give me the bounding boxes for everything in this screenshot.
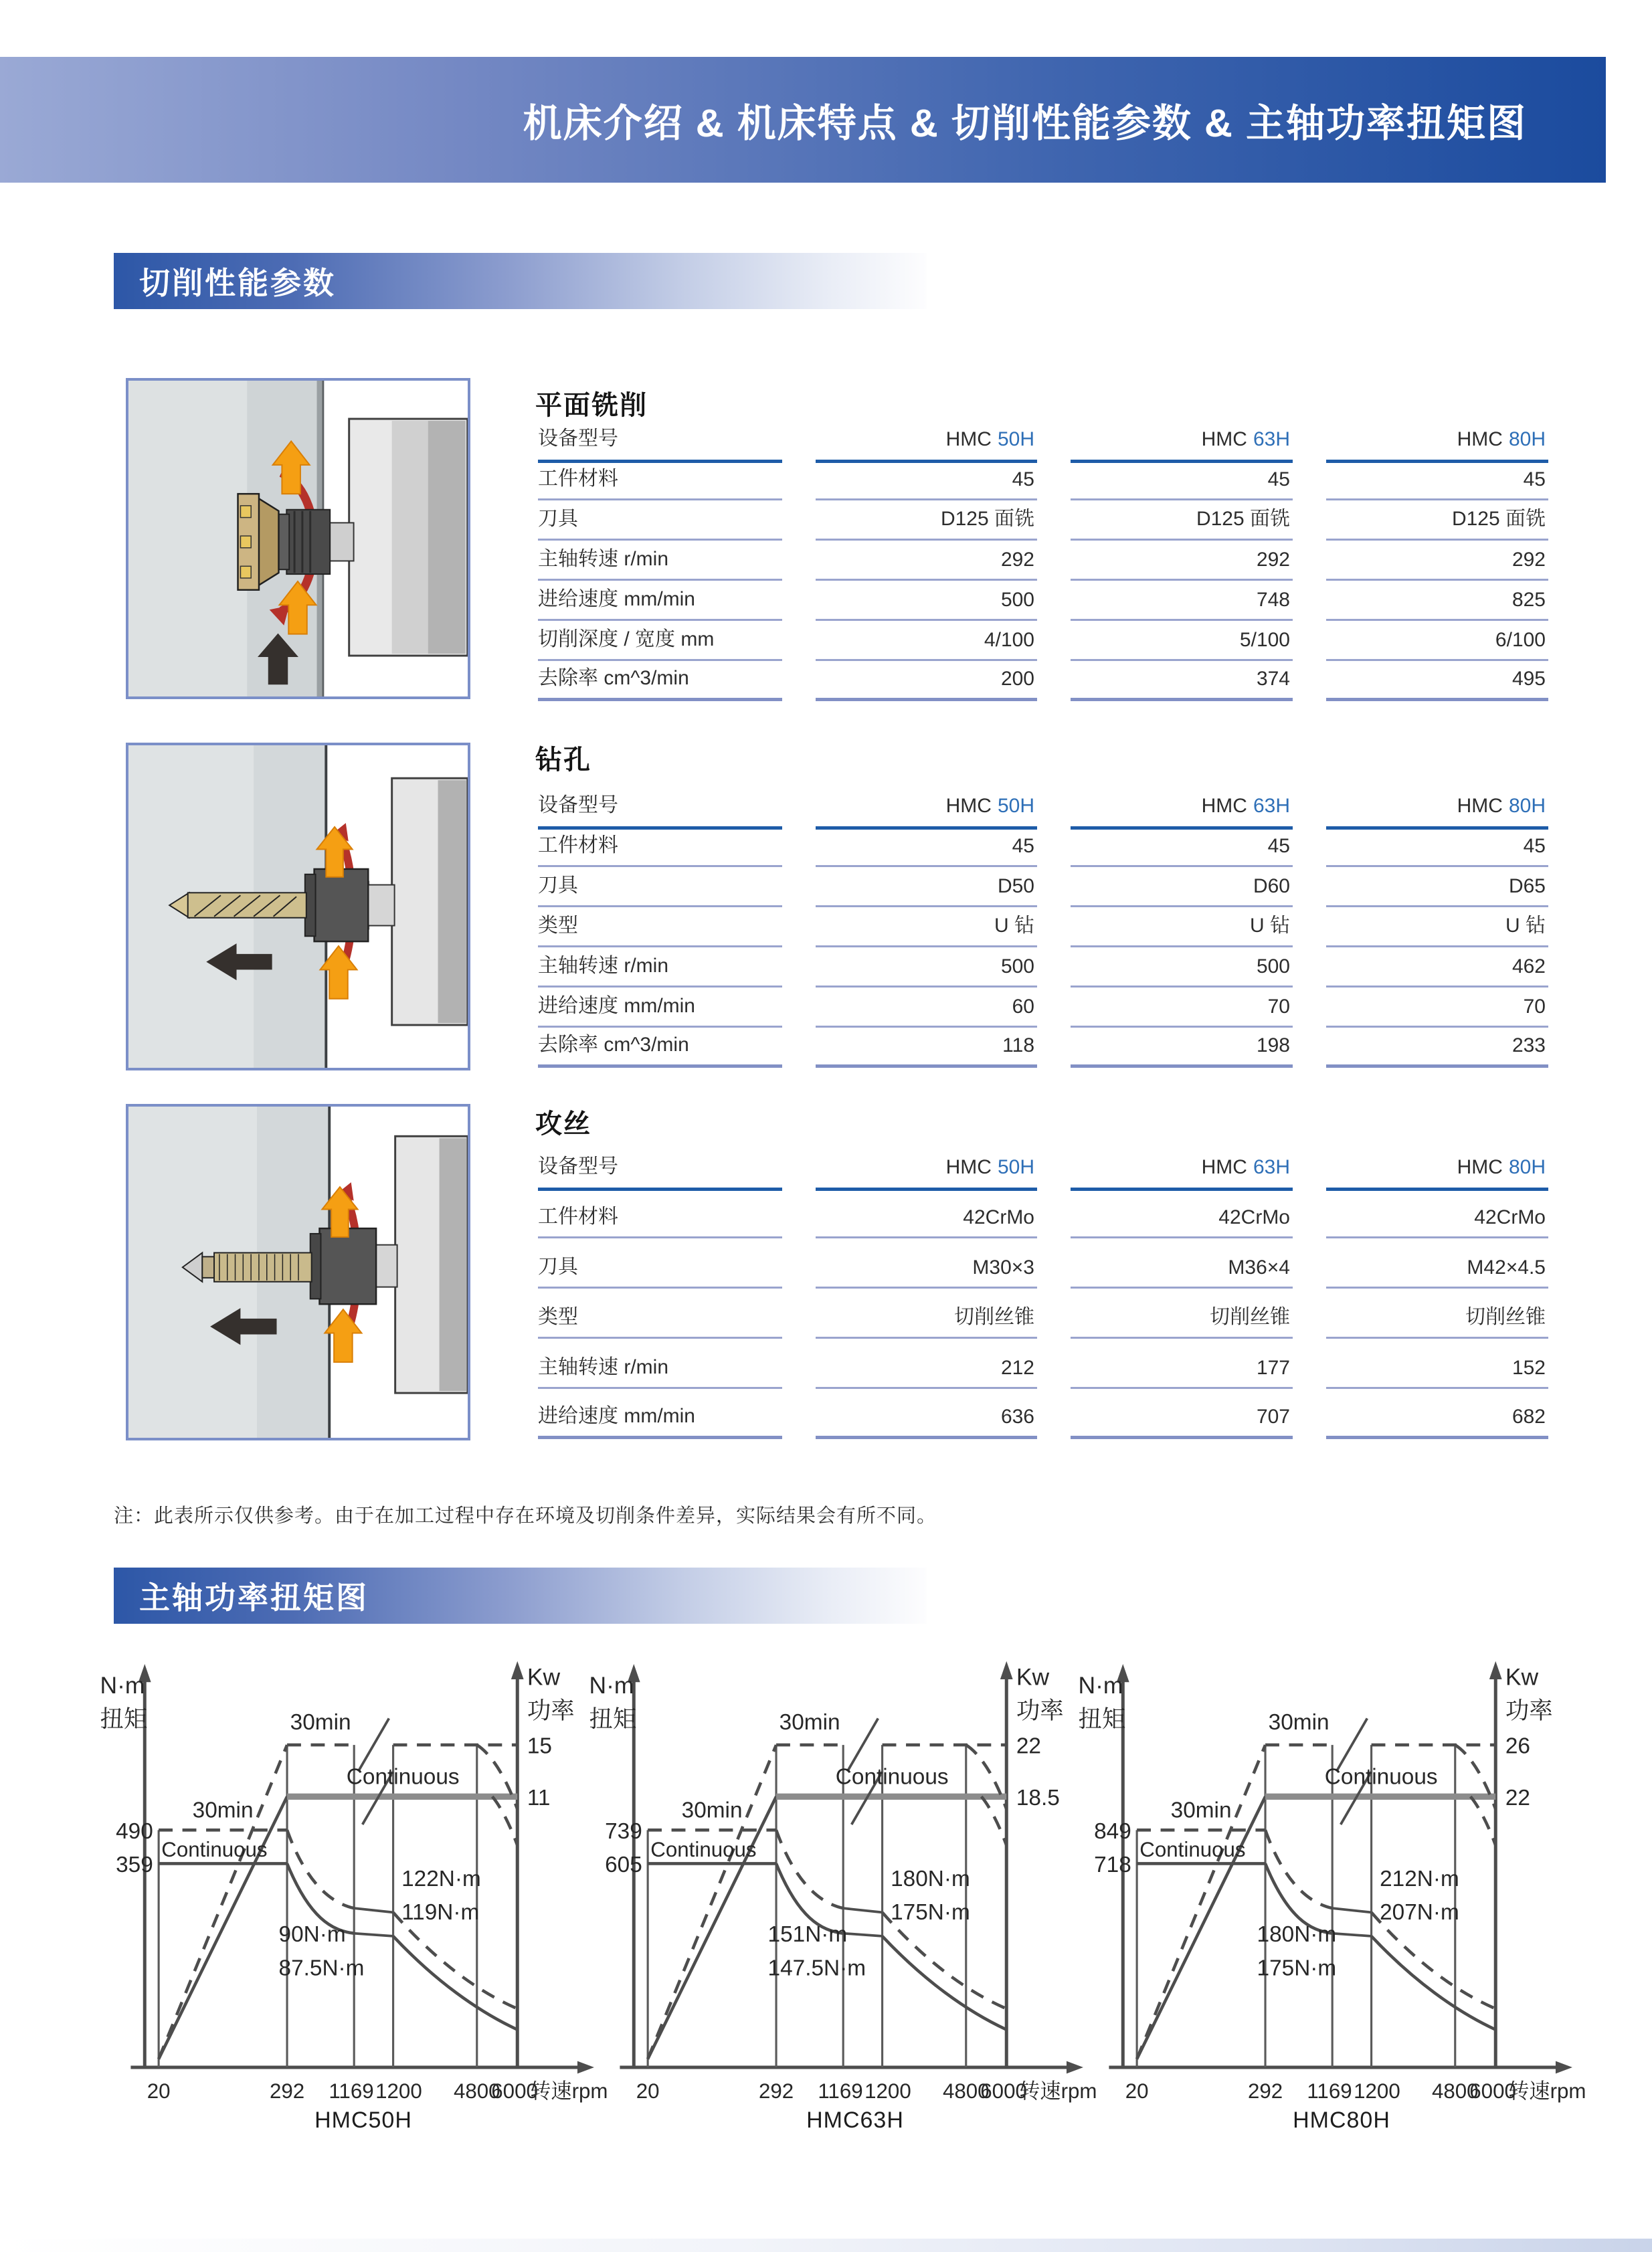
cell-value: 70	[1071, 988, 1293, 1028]
table-row	[538, 460, 1548, 500]
spec-table-drilling	[538, 788, 1548, 1068]
power-30min-tick: 26	[1505, 1733, 1530, 1759]
cell-value: M36×4	[1071, 1238, 1293, 1289]
column-header-label: 设备型号	[538, 788, 782, 830]
left-axis-name: 扭矩	[1078, 1705, 1126, 1732]
face-milling-icon	[128, 381, 468, 696]
table-row	[538, 621, 1548, 661]
torque-power-chart	[1070, 1649, 1621, 2130]
model-prefix: HMC	[1457, 1156, 1503, 1178]
column-header-model	[816, 788, 1037, 830]
right-axis-name: 功率	[1016, 1697, 1064, 1724]
row-label: 主轴转速 r/min	[538, 947, 782, 988]
model-prefix: HMC	[1457, 428, 1503, 450]
x-tick-label: 20	[1125, 2079, 1149, 2103]
right-axis-name: 功率	[527, 1697, 575, 1724]
right-axis-unit: Kw	[527, 1663, 561, 1691]
cell-value: 500	[816, 581, 1037, 621]
table-row	[538, 1188, 1548, 1238]
torque-continuous-label: Continuous	[650, 1837, 757, 1861]
spec-table-face-milling	[538, 421, 1548, 701]
column-header-label: 设备型号	[538, 1149, 782, 1191]
model-suffix: 63H	[1253, 428, 1290, 450]
cell-value: 292	[1071, 541, 1293, 581]
model-prefix: HMC	[945, 1156, 992, 1178]
row-label: 刀具	[538, 1238, 782, 1289]
torque-power-chart-hmc50h	[92, 1649, 643, 2130]
x-tick-label: 4800	[1431, 2079, 1479, 2103]
cell-value: D125 面铣	[816, 500, 1037, 541]
cell-value: 233	[1326, 1028, 1548, 1068]
cell-value: M30×3	[816, 1238, 1037, 1289]
axes	[130, 1661, 594, 2073]
x-tick-label: 20	[147, 2079, 171, 2103]
spec-table-tapping	[538, 1149, 1548, 1439]
row-label: 刀具	[538, 500, 782, 541]
x-tick-label: 4800	[942, 2079, 990, 2103]
column-header-model	[1326, 788, 1548, 830]
cell-value: D50	[816, 867, 1037, 907]
model-suffix: 80H	[1508, 428, 1546, 450]
column-header-model	[1071, 788, 1293, 830]
column-header-model	[816, 1149, 1037, 1191]
table-row	[538, 1389, 1548, 1439]
break-left-bottom-label: 87.5N·m	[278, 1956, 365, 1981]
cell-value: 切削丝锥	[1326, 1289, 1548, 1339]
cell-value: U 钻	[1071, 907, 1293, 947]
cell-value: 45	[1071, 460, 1293, 500]
column-header-model	[1071, 421, 1293, 463]
break-right-top-label: 212N·m	[1380, 1866, 1459, 1891]
x-tick-label: 292	[758, 2079, 794, 2103]
column-header-model	[1326, 1149, 1548, 1191]
cell-value: U 钻	[1326, 907, 1548, 947]
row-label: 工件材料	[538, 827, 782, 867]
row-label: 去除率 cm^3/min	[538, 1028, 782, 1068]
cell-value: 292	[1326, 541, 1548, 581]
row-label: 主轴转速 r/min	[538, 541, 782, 581]
cell-value: D125 面铣	[1326, 500, 1548, 541]
model-prefix: HMC	[1457, 795, 1503, 817]
x-tick-label: 292	[269, 2079, 305, 2103]
tapping-icon	[128, 1107, 468, 1438]
model-suffix: 63H	[1253, 1156, 1290, 1178]
model-prefix: HMC	[945, 795, 992, 817]
axes	[620, 1661, 1083, 2073]
cell-value: 500	[816, 947, 1037, 988]
column-header-label: 设备型号	[538, 421, 782, 463]
model-suffix: 80H	[1508, 795, 1546, 817]
break-right-top-label: 122N·m	[401, 1866, 481, 1891]
cell-value: 切削丝锥	[816, 1289, 1037, 1339]
table-row	[538, 867, 1548, 907]
model-suffix: 50H	[997, 795, 1034, 817]
torque-continuous-tick: 605	[605, 1852, 642, 1877]
torque-30min-tick: 849	[1094, 1818, 1131, 1844]
column-header-model	[1071, 1149, 1293, 1191]
cell-value: 152	[1326, 1339, 1548, 1389]
break-left-top-label: 90N·m	[278, 1922, 346, 1948]
cell-value: 45	[1326, 460, 1548, 500]
chart-caption: HMC63H	[806, 2107, 904, 2133]
chart-caption: HMC50H	[314, 2107, 412, 2133]
cell-value: 70	[1326, 988, 1548, 1028]
cell-value: D65	[1326, 867, 1548, 907]
break-right-bottom-label: 119N·m	[401, 1899, 480, 1925]
break-right-bottom-label: 175N·m	[891, 1899, 970, 1925]
table-row	[538, 1028, 1548, 1068]
cell-value: M42×4.5	[1326, 1238, 1548, 1289]
cell-value: 825	[1326, 581, 1548, 621]
section-title: 主轴功率扭矩图	[139, 1580, 369, 1615]
power-30min-label: 30min	[1268, 1710, 1329, 1735]
break-left-top-label: 151N·m	[767, 1922, 848, 1948]
x-axis-label: 转速rpm	[530, 2079, 608, 2103]
torque-continuous-label: Continuous	[1139, 1837, 1246, 1861]
row-label: 进给速度 mm/min	[538, 581, 782, 621]
drilling-icon	[128, 745, 468, 1068]
cell-value: 45	[1326, 827, 1548, 867]
x-tick-label: 6000	[491, 2079, 538, 2103]
cell-value: 切削丝锥	[1071, 1289, 1293, 1339]
column-header-model	[816, 421, 1037, 463]
torque-30min-label: 30min	[1170, 1798, 1232, 1823]
row-label: 主轴转速 r/min	[538, 1339, 782, 1389]
torque-power-chart	[92, 1649, 643, 2130]
torque-30min-label: 30min	[681, 1798, 743, 1823]
x-tick-label: 1200	[1354, 2079, 1400, 2103]
break-right-bottom-label: 207N·m	[1380, 1899, 1459, 1925]
row-label: 类型	[538, 1289, 782, 1339]
cell-value: 177	[1071, 1339, 1293, 1389]
power-30min-label: 30min	[290, 1710, 351, 1735]
left-axis-unit: N·m	[100, 1671, 145, 1699]
left-axis-unit: N·m	[1078, 1671, 1123, 1699]
table-row	[538, 500, 1548, 541]
break-left-bottom-label: 147.5N·m	[767, 1956, 866, 1981]
model-prefix: HMC	[1201, 1156, 1247, 1178]
x-tick-label: 4800	[453, 2079, 500, 2103]
table-header-row	[538, 788, 1548, 827]
cell-value: D60	[1071, 867, 1293, 907]
row-label: 去除率 cm^3/min	[538, 661, 782, 701]
section-bar-cutting-performance	[114, 253, 927, 309]
table-row	[538, 541, 1548, 581]
cell-value: 462	[1326, 947, 1548, 988]
footer-gradient-strip	[0, 2239, 1652, 2252]
model-suffix: 63H	[1253, 795, 1290, 817]
cell-value: 60	[816, 988, 1037, 1028]
table-title-tapping: 攻丝	[535, 1109, 591, 1139]
power-continuous-tick: 22	[1505, 1785, 1530, 1810]
power-continuous-tick: 11	[527, 1785, 551, 1810]
table-row	[538, 907, 1548, 947]
break-left-bottom-label: 175N·m	[1257, 1956, 1337, 1981]
cell-value: 45	[1071, 827, 1293, 867]
break-right-top-label: 180N·m	[891, 1866, 970, 1891]
x-tick-label: 1169	[818, 2079, 863, 2103]
cell-value: 200	[816, 661, 1037, 701]
left-axis-name: 扭矩	[100, 1705, 148, 1732]
machine-column	[395, 1136, 468, 1393]
table-title-face-milling: 平面铣削	[535, 391, 648, 420]
right-axis-name: 功率	[1505, 1697, 1553, 1724]
cell-value: 42CrMo	[816, 1188, 1037, 1238]
page-title: 机床介绍 & 机床特点 & 切削性能参数 & 主轴功率扭矩图	[523, 102, 1527, 145]
cell-value: 4/100	[816, 621, 1037, 661]
cell-value: 6/100	[1326, 621, 1548, 661]
row-label: 工件材料	[538, 460, 782, 500]
x-tick-label: 6000	[980, 2079, 1027, 2103]
section-bar-power-torque	[114, 1568, 927, 1624]
x-tick-label: 6000	[1469, 2079, 1516, 2103]
axes	[1109, 1661, 1572, 2073]
x-tick-label: 1200	[864, 2079, 911, 2103]
power-30min-label: 30min	[779, 1710, 840, 1735]
cell-value: D125 面铣	[1071, 500, 1293, 541]
table-row	[538, 1289, 1548, 1339]
cell-value: 212	[816, 1339, 1037, 1389]
cell-value: 682	[1326, 1389, 1548, 1439]
cell-value: 292	[816, 541, 1037, 581]
torque-continuous-label: Continuous	[161, 1837, 268, 1861]
table-header-row	[538, 1149, 1548, 1188]
table-row	[538, 581, 1548, 621]
face-milling-illustration	[126, 378, 470, 699]
torque-power-chart	[581, 1649, 1132, 2130]
table-row	[538, 988, 1548, 1028]
torque-30min-label: 30min	[192, 1798, 254, 1823]
torque-continuous-tick: 718	[1094, 1852, 1131, 1877]
cell-value: 118	[816, 1028, 1037, 1068]
cell-value: 42CrMo	[1071, 1188, 1293, 1238]
power-continuous-label: Continuous	[1324, 1764, 1438, 1790]
row-label: 进给速度 mm/min	[538, 988, 782, 1028]
drilling-illustration	[126, 743, 470, 1070]
column-header-model	[1326, 421, 1548, 463]
right-axis-unit: Kw	[1505, 1663, 1539, 1691]
machine-column	[349, 419, 468, 656]
cell-value: 198	[1071, 1028, 1293, 1068]
cell-value: U 钻	[816, 907, 1037, 947]
row-label: 切削深度 / 宽度 mm	[538, 621, 782, 661]
machine-column	[392, 778, 468, 1025]
section-title: 切削性能参数	[139, 266, 336, 300]
note-text: 注：此表所示仅供参考。由于在加工过程中存在环境及切削条件差异，实际结果会有所不同。	[114, 1505, 937, 1527]
table-row	[538, 1238, 1548, 1289]
model-prefix: HMC	[1201, 795, 1247, 817]
row-label: 刀具	[538, 867, 782, 907]
model-suffix: 50H	[997, 428, 1034, 450]
right-axis-unit: Kw	[1016, 1663, 1050, 1691]
power-30min-tick: 22	[1016, 1733, 1041, 1759]
cell-value: 45	[816, 827, 1037, 867]
torque-power-chart-hmc63h	[581, 1649, 1132, 2130]
x-axis-label: 转速rpm	[1508, 2079, 1586, 2103]
table-row	[538, 1339, 1548, 1389]
row-label: 类型	[538, 907, 782, 947]
torque-30min-tick: 739	[605, 1818, 642, 1844]
top-banner	[0, 57, 1606, 183]
chart-caption: HMC80H	[1293, 2107, 1390, 2133]
row-label: 进给速度 mm/min	[538, 1389, 782, 1439]
power-continuous-label: Continuous	[346, 1764, 460, 1790]
x-tick-label: 292	[1247, 2079, 1283, 2103]
cell-value: 374	[1071, 661, 1293, 701]
x-tick-label: 1200	[375, 2079, 422, 2103]
power-continuous-tick: 18.5	[1016, 1785, 1060, 1810]
table-row	[538, 947, 1548, 988]
table-title-drilling: 钻孔	[535, 745, 591, 775]
cell-value: 500	[1071, 947, 1293, 988]
cell-value: 707	[1071, 1389, 1293, 1439]
power-30min-tick: 15	[527, 1733, 552, 1759]
table-header-row	[538, 421, 1548, 460]
cell-value: 42CrMo	[1326, 1188, 1548, 1238]
cell-value: 5/100	[1071, 621, 1293, 661]
break-left-top-label: 180N·m	[1257, 1922, 1337, 1948]
left-axis-name: 扭矩	[589, 1705, 637, 1732]
x-tick-label: 1169	[1307, 2079, 1352, 2103]
x-tick-label: 20	[636, 2079, 660, 2103]
model-prefix: HMC	[945, 428, 992, 450]
model-suffix: 80H	[1508, 1156, 1546, 1178]
torque-power-chart-hmc80h	[1070, 1649, 1621, 2130]
x-axis-label: 转速rpm	[1019, 2079, 1097, 2103]
model-prefix: HMC	[1201, 428, 1247, 450]
x-tick-label: 1169	[329, 2079, 374, 2103]
table-row	[538, 827, 1548, 867]
model-suffix: 50H	[997, 1156, 1034, 1178]
cell-value: 495	[1326, 661, 1548, 701]
power-continuous-label: Continuous	[835, 1764, 949, 1790]
row-label: 工件材料	[538, 1188, 782, 1238]
cell-value: 45	[816, 460, 1037, 500]
torque-30min-tick: 490	[116, 1818, 153, 1844]
table-row	[538, 661, 1548, 701]
left-axis-unit: N·m	[589, 1671, 634, 1699]
cell-value: 748	[1071, 581, 1293, 621]
torque-continuous-tick: 359	[116, 1852, 153, 1877]
tapping-illustration	[126, 1104, 470, 1440]
cell-value: 636	[816, 1389, 1037, 1439]
